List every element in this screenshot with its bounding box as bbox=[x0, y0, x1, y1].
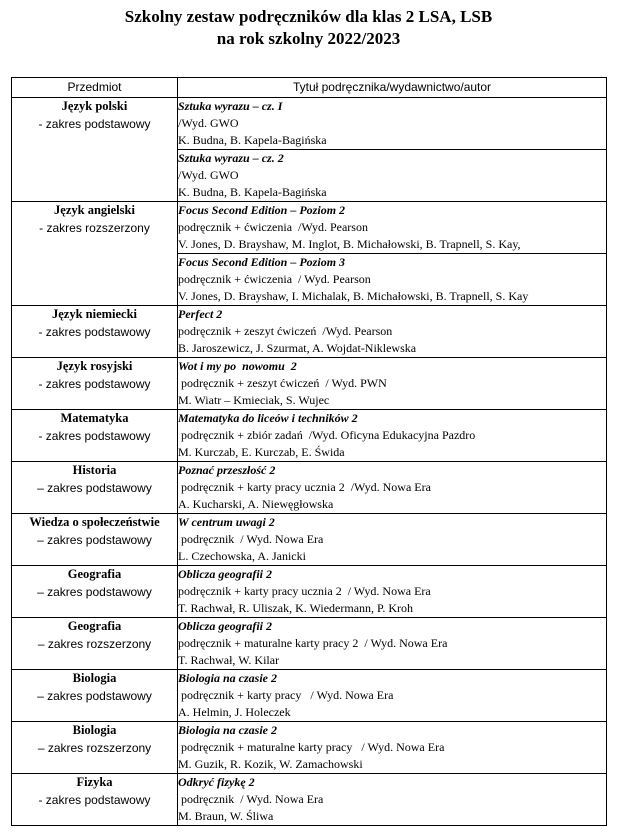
table-row bbox=[12, 618, 607, 670]
book-details: podręcznik + karty pracy ucznia 2 /Wyd. Nowa Era bbox=[178, 480, 431, 494]
book-title: Biologia na czasie 2 bbox=[178, 723, 278, 737]
book-title: Poznać przeszłość 2 bbox=[178, 463, 276, 477]
book-cell bbox=[178, 514, 607, 566]
book-details: podręcznik + zbiór zadań /Wyd. Oficyna Edukacyjna Pazdro bbox=[178, 428, 476, 442]
subject-name: Historia bbox=[72, 463, 117, 477]
subject-scope: – zakres rozszerzony bbox=[37, 637, 152, 651]
header-book: Tytuł podręcznika/wydawnictwo/autor bbox=[178, 78, 607, 98]
subject-cell bbox=[12, 358, 178, 410]
subject-scope: - zakres podstawowy bbox=[38, 429, 151, 443]
book-entry bbox=[178, 410, 606, 461]
subject-cell bbox=[12, 410, 178, 462]
book-cell bbox=[178, 98, 607, 202]
subject-name: Język angielski bbox=[54, 203, 135, 217]
subject-cell bbox=[12, 618, 178, 670]
book-details: podręcznik + zeszyt ćwiczeń / Wyd. PWN bbox=[178, 376, 387, 390]
table-row bbox=[12, 462, 607, 514]
book-cell bbox=[178, 202, 607, 306]
book-title: Oblicza geografii 2 bbox=[178, 619, 272, 633]
subject-scope: - zakres podstawowy bbox=[38, 793, 151, 807]
subject-scope: – zakres rozszerzony bbox=[37, 741, 152, 755]
table-row bbox=[12, 566, 607, 618]
subject-name: Wiedza o społeczeństwie bbox=[29, 515, 160, 529]
book-details: podręcznik + karty pracy ucznia 2 / Wyd. Nowa Era bbox=[178, 584, 431, 598]
subject-name: Język polski bbox=[61, 99, 128, 113]
book-details: /Wyd. GWO bbox=[178, 168, 239, 182]
subject-cell bbox=[12, 514, 178, 566]
subject-name: Geografia bbox=[67, 567, 122, 581]
book-cell bbox=[178, 566, 607, 618]
book-title: Matematyka do liceów i techników 2 bbox=[178, 411, 358, 425]
subject-scope: - zakres podstawowy bbox=[38, 325, 151, 339]
book-authors: M. Wiatr – Kmieciak, S. Wujec bbox=[178, 393, 330, 407]
book-details: podręcznik + karty pracy / Wyd. Nowa Era bbox=[178, 688, 394, 702]
book-cell bbox=[178, 618, 607, 670]
table-row bbox=[12, 514, 607, 566]
book-cell bbox=[178, 358, 607, 410]
book-authors: A. Kucharski, A. Niewęgłowska bbox=[178, 497, 334, 511]
book-authors: M. Kurczab, E. Kurczab, E. Świda bbox=[178, 445, 345, 459]
table-row bbox=[12, 722, 607, 774]
subject-name: Matematyka bbox=[60, 411, 129, 425]
book-title: Focus Second Edition – Poziom 3 bbox=[178, 255, 346, 269]
table-body bbox=[12, 98, 607, 826]
book-entry bbox=[178, 358, 606, 409]
book-details: podręcznik + ćwiczenia / Wyd. Pearson bbox=[178, 272, 371, 286]
book-authors: L. Czechowska, A. Janicki bbox=[178, 549, 306, 563]
subject-cell bbox=[12, 774, 178, 826]
table-row bbox=[12, 774, 607, 826]
table-row bbox=[12, 670, 607, 722]
book-authors: V. Jones, D. Brayshaw, I. Michalak, B. Michałowski, B. Trapnell, S. Kay bbox=[178, 289, 529, 303]
textbook-table bbox=[11, 77, 607, 826]
subject-scope: - zakres rozszerzony bbox=[39, 221, 150, 235]
book-title: Oblicza geografii 2 bbox=[178, 567, 272, 581]
book-authors: B. Jaroszewicz, J. Szurmat, A. Wojdat-Niklewska bbox=[178, 341, 417, 355]
subject-cell bbox=[12, 98, 178, 202]
book-cell bbox=[178, 306, 607, 358]
subject-name: Biologia bbox=[72, 671, 117, 685]
book-title: Focus Second Edition – Poziom 2 bbox=[178, 203, 346, 217]
page-title bbox=[0, 6, 617, 50]
title-line-1: Szkolny zestaw podręczników dla klas 2 LSA, LSB bbox=[124, 7, 493, 26]
table-row bbox=[12, 306, 607, 358]
subject-scope: – zakres podstawowy bbox=[37, 689, 152, 703]
book-cell bbox=[178, 462, 607, 514]
book-cell bbox=[178, 722, 607, 774]
subject-cell bbox=[12, 306, 178, 358]
book-title: Sztuka wyrazu – cz. 2 bbox=[178, 151, 284, 165]
book-authors: V. Jones, D. Brayshaw, M. Inglot, B. Michałowski, B. Trapnell, S. Kay, bbox=[178, 237, 521, 251]
book-entry bbox=[178, 98, 606, 149]
table-header-row bbox=[12, 78, 607, 98]
table-row bbox=[12, 358, 607, 410]
table-row bbox=[12, 202, 607, 306]
book-entry bbox=[178, 514, 606, 565]
table-row bbox=[12, 98, 607, 202]
book-details: podręcznik / Wyd. Nowa Era bbox=[178, 532, 324, 546]
header-subject: Przedmiot bbox=[12, 78, 178, 98]
book-cell bbox=[178, 670, 607, 722]
subject-cell bbox=[12, 670, 178, 722]
book-title: Biologia na czasie 2 bbox=[178, 671, 278, 685]
book-authors: M. Guzik, R. Kozik, W. Zamachowski bbox=[178, 757, 363, 771]
table-row bbox=[12, 410, 607, 462]
book-title: W centrum uwagi 2 bbox=[178, 515, 275, 529]
book-entry bbox=[178, 618, 606, 669]
book-entry bbox=[178, 306, 606, 357]
book-details: podręcznik + ćwiczenia /Wyd. Pearson bbox=[178, 220, 368, 234]
book-entry bbox=[178, 462, 606, 513]
book-cell bbox=[178, 774, 607, 826]
book-entry bbox=[178, 566, 606, 617]
subject-name: Fizyka bbox=[76, 775, 113, 789]
title-line-2: na rok szkolny 2022/2023 bbox=[216, 29, 401, 48]
book-title: Perfect 2 bbox=[178, 307, 223, 321]
book-title: Odkryć fizykę 2 bbox=[178, 775, 255, 789]
subject-name: Język rosyjski bbox=[56, 359, 133, 373]
subject-name: Biologia bbox=[72, 723, 117, 737]
book-authors: T. Rachwał, R. Uliszak, K. Wiedermann, P. Kroh bbox=[178, 601, 414, 615]
book-authors: K. Budna, B. Kapela-Bagińska bbox=[178, 185, 327, 199]
book-entry bbox=[178, 774, 606, 825]
book-details: podręcznik / Wyd. Nowa Era bbox=[178, 792, 324, 806]
subject-scope: – zakres podstawowy bbox=[37, 481, 152, 495]
book-cell bbox=[178, 410, 607, 462]
book-title: Sztuka wyrazu – cz. I bbox=[178, 99, 283, 113]
subject-scope: - zakres podstawowy bbox=[38, 117, 151, 131]
book-entry bbox=[178, 722, 606, 773]
subject-scope: – zakres podstawowy bbox=[37, 533, 152, 547]
book-authors: M. Braun, W. Śliwa bbox=[178, 809, 274, 823]
book-entry bbox=[178, 149, 607, 201]
book-details: podręcznik + maturalne karty pracy / Wyd. Nowa Era bbox=[178, 740, 445, 754]
book-entry bbox=[178, 670, 606, 721]
book-authors: A. Helmin, J. Holeczek bbox=[178, 705, 291, 719]
book-title: Wot i my po nowomu 2 bbox=[178, 359, 297, 373]
book-entry bbox=[178, 202, 606, 253]
subject-name: Geografia bbox=[67, 619, 122, 633]
subject-cell bbox=[12, 462, 178, 514]
subject-cell bbox=[12, 202, 178, 306]
subject-name: Język niemiecki bbox=[51, 307, 138, 321]
book-authors: K. Budna, B. Kapela-Bagińska bbox=[178, 133, 327, 147]
book-entry bbox=[178, 253, 607, 305]
book-authors: T. Rachwał, W. Kilar bbox=[178, 653, 280, 667]
book-details: podręcznik + zeszyt ćwiczeń /Wyd. Pearson bbox=[178, 324, 393, 338]
book-details: podręcznik + maturalne karty pracy 2 / Wyd. Nowa Era bbox=[178, 636, 448, 650]
subject-scope: - zakres podstawowy bbox=[38, 377, 151, 391]
subject-scope: – zakres podstawowy bbox=[37, 585, 152, 599]
book-details: /Wyd. GWO bbox=[178, 116, 239, 130]
subject-cell bbox=[12, 722, 178, 774]
subject-cell bbox=[12, 566, 178, 618]
